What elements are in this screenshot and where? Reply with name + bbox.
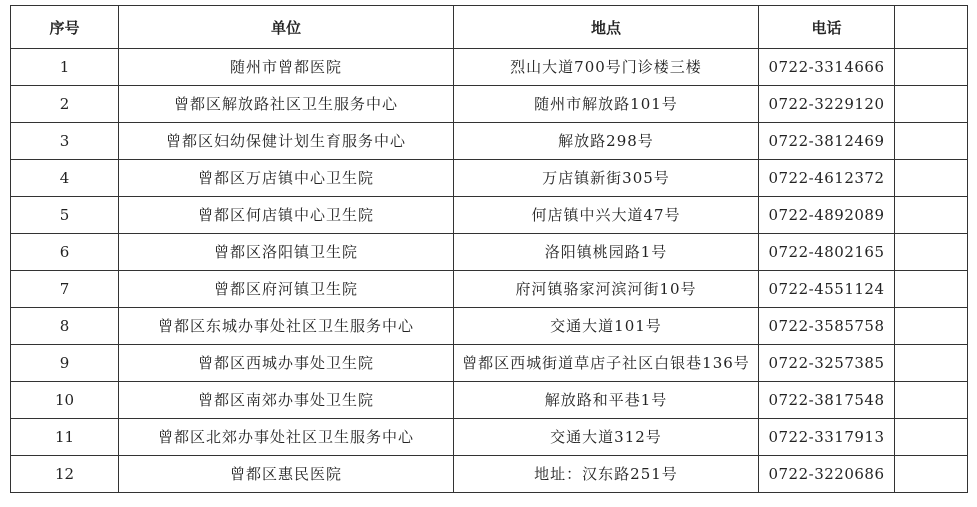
cell-phone: 0722-4802165 xyxy=(759,234,895,271)
cell-blank xyxy=(895,234,968,271)
cell-phone: 0722-3314666 xyxy=(759,49,895,86)
cell-unit: 曾都区北郊办事处社区卫生服务中心 xyxy=(119,419,454,456)
cell-blank xyxy=(895,419,968,456)
header-phone: 电话 xyxy=(759,6,895,49)
cell-index: 4 xyxy=(11,160,119,197)
cell-blank xyxy=(895,160,968,197)
cell-unit: 曾都区南郊办事处卫生院 xyxy=(119,382,454,419)
cell-phone: 0722-3317913 xyxy=(759,419,895,456)
cell-phone: 0722-4551124 xyxy=(759,271,895,308)
table-row xyxy=(11,382,968,419)
cell-phone: 0722-3585758 xyxy=(759,308,895,345)
cell-index: 8 xyxy=(11,308,119,345)
cell-blank xyxy=(895,345,968,382)
cell-phone: 0722-4892089 xyxy=(759,197,895,234)
cell-unit: 曾都区万店镇中心卫生院 xyxy=(119,160,454,197)
table-row xyxy=(11,49,968,86)
cell-index: 1 xyxy=(11,49,119,86)
cell-blank xyxy=(895,456,968,493)
cell-blank xyxy=(895,123,968,160)
table-row xyxy=(11,197,968,234)
cell-index: 3 xyxy=(11,123,119,160)
cell-index: 5 xyxy=(11,197,119,234)
table-row xyxy=(11,123,968,160)
table-row xyxy=(11,419,968,456)
header-unit: 单位 xyxy=(119,6,454,49)
cell-phone: 0722-3220686 xyxy=(759,456,895,493)
cell-index: 2 xyxy=(11,86,119,123)
cell-blank xyxy=(895,382,968,419)
table-row xyxy=(11,271,968,308)
cell-location: 解放路和平巷1号 xyxy=(454,382,759,419)
cell-unit: 曾都区洛阳镇卫生院 xyxy=(119,234,454,271)
cell-unit: 曾都区惠民医院 xyxy=(119,456,454,493)
cell-index: 10 xyxy=(11,382,119,419)
cell-index: 7 xyxy=(11,271,119,308)
header-blank xyxy=(895,6,968,49)
table-body xyxy=(11,49,968,493)
cell-location: 交通大道312号 xyxy=(454,419,759,456)
cell-unit: 曾都区西城办事处卫生院 xyxy=(119,345,454,382)
cell-phone: 0722-4612372 xyxy=(759,160,895,197)
cell-location: 交通大道101号 xyxy=(454,308,759,345)
cell-unit: 曾都区东城办事处社区卫生服务中心 xyxy=(119,308,454,345)
cell-unit: 曾都区何店镇中心卫生院 xyxy=(119,197,454,234)
header-index: 序号 xyxy=(11,6,119,49)
clinic-table xyxy=(10,5,968,493)
cell-location: 何店镇中兴大道47号 xyxy=(454,197,759,234)
table-row xyxy=(11,234,968,271)
table-row xyxy=(11,345,968,382)
header-location: 地点 xyxy=(454,6,759,49)
cell-blank xyxy=(895,271,968,308)
cell-location: 随州市解放路101号 xyxy=(454,86,759,123)
cell-blank xyxy=(895,197,968,234)
cell-index: 11 xyxy=(11,419,119,456)
table-row xyxy=(11,160,968,197)
header-row xyxy=(11,6,968,49)
table-row xyxy=(11,86,968,123)
cell-location: 烈山大道700号门诊楼三楼 xyxy=(454,49,759,86)
cell-location: 解放路298号 xyxy=(454,123,759,160)
cell-blank xyxy=(895,86,968,123)
table-row xyxy=(11,456,968,493)
cell-phone: 0722-3812469 xyxy=(759,123,895,160)
cell-phone: 0722-3257385 xyxy=(759,345,895,382)
cell-index: 12 xyxy=(11,456,119,493)
cell-location: 地址：汉东路251号 xyxy=(454,456,759,493)
cell-location: 府河镇骆家河滨河街10号 xyxy=(454,271,759,308)
cell-blank xyxy=(895,308,968,345)
cell-unit: 曾都区府河镇卫生院 xyxy=(119,271,454,308)
cell-location: 万店镇新街305号 xyxy=(454,160,759,197)
cell-index: 9 xyxy=(11,345,119,382)
cell-unit: 曾都区妇幼保健计划生育服务中心 xyxy=(119,123,454,160)
cell-phone: 0722-3229120 xyxy=(759,86,895,123)
cell-index: 6 xyxy=(11,234,119,271)
cell-blank xyxy=(895,49,968,86)
table-row xyxy=(11,308,968,345)
cell-location: 曾都区西城街道草店子社区白银巷136号 xyxy=(454,345,759,382)
cell-phone: 0722-3817548 xyxy=(759,382,895,419)
cell-unit: 曾都区解放路社区卫生服务中心 xyxy=(119,86,454,123)
cell-location: 洛阳镇桃园路1号 xyxy=(454,234,759,271)
cell-unit: 随州市曾都医院 xyxy=(119,49,454,86)
